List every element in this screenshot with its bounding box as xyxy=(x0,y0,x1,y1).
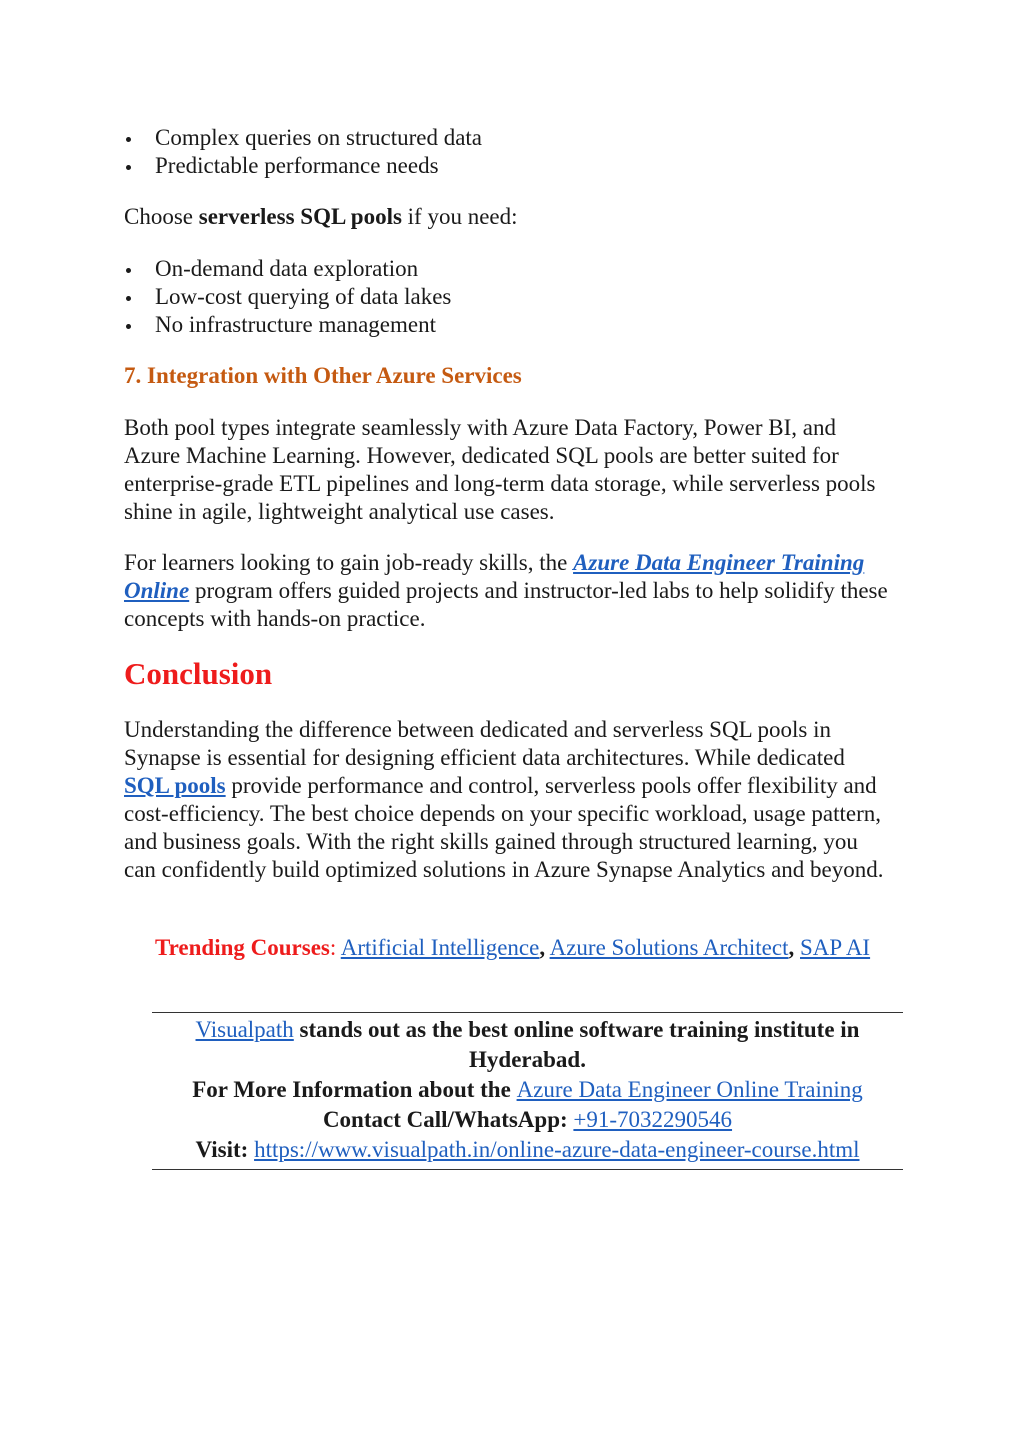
course-link-sap-ai[interactable]: SAP AI xyxy=(800,935,871,960)
list-item xyxy=(124,124,914,152)
contact-info-line xyxy=(152,1075,903,1105)
trending-label: Trending Courses xyxy=(155,935,330,960)
list-item-text: No infrastructure management xyxy=(155,312,436,337)
azure-training-link[interactable]: Azure Data Engineer Training Online xyxy=(124,550,865,603)
intro-prefix: Choose xyxy=(124,204,199,229)
bullet-icon xyxy=(126,324,131,329)
course-link-ai[interactable]: Artificial Intelligence xyxy=(340,935,540,960)
tagline-text: stands out as the best online software training institute in Hyderabad. xyxy=(293,1017,860,1072)
trending-colon: : xyxy=(329,935,337,960)
list-item xyxy=(124,255,914,283)
conclusion-part2: provide performance and control, serverless pools offer flexibility and cost-efficiency. The best choice depends on your specific workload, usage pattern, and business goals. With the right skills gained through structured learning, you can confidently build optimized solutions in Azure Synapse Analytics and beyond. xyxy=(124,773,884,882)
bullet-icon xyxy=(126,296,131,301)
contact-visit-line xyxy=(152,1135,903,1165)
requirements-list-serverless xyxy=(124,255,914,339)
learners-suffix: program offers guided projects and instructor-led labs to help solidify these concepts with hands-on practice. xyxy=(124,578,888,631)
integration-paragraph: Both pool types integrate seamlessly with Azure Data Factory, Power BI, and Azure Machine Learning. However, dedicated SQL pools are better suited for enterprise-grade ETL pipelines and long-term data storage, while serverless pools shine in agile, lightweight analytical use cases. xyxy=(124,415,876,524)
serverless-intro xyxy=(124,203,914,231)
conclusion-paragraph xyxy=(124,716,889,884)
contact-tagline xyxy=(152,1015,903,1075)
list-item xyxy=(124,311,914,339)
contact-phone-line xyxy=(152,1105,903,1135)
list-item-text: Predictable performance needs xyxy=(155,153,439,178)
intro-bold: serverless SQL pools xyxy=(198,204,402,229)
list-item-text: On-demand data exploration xyxy=(155,256,419,281)
azure-online-training-link[interactable]: Azure Data Engineer Online Training xyxy=(516,1077,863,1102)
sql-pools-link[interactable]: SQL pools xyxy=(124,773,226,798)
intro-suffix: if you need: xyxy=(401,204,518,229)
trending-courses xyxy=(155,934,890,962)
course-separator: , xyxy=(788,935,795,960)
conclusion-part1: Understanding the difference between dedicated and serverless SQL pools in Synapse is essential for designing efficient data architectures. While dedicated xyxy=(124,717,845,770)
section-heading: 7. Integration with Other Azure Services xyxy=(124,363,522,388)
visit-label: Visit: xyxy=(195,1137,255,1162)
phone-link[interactable]: +91-7032290546 xyxy=(573,1107,733,1132)
list-item-text: Complex queries on structured data xyxy=(155,125,483,150)
visualpath-link[interactable]: Visualpath xyxy=(195,1017,294,1042)
contact-box xyxy=(152,1012,903,1170)
bullet-icon xyxy=(126,268,131,273)
website-link[interactable]: https://www.visualpath.in/online-azure-data-engineer-course.html xyxy=(254,1137,860,1162)
list-item xyxy=(124,283,914,311)
list-item xyxy=(124,152,914,180)
course-separator: , xyxy=(539,935,546,960)
requirements-list-dedicated xyxy=(124,124,914,180)
call-label: Contact Call/WhatsApp: xyxy=(322,1107,574,1132)
page-title: Conclusion xyxy=(124,656,273,691)
bullet-icon xyxy=(126,137,131,142)
course-link-azure-architect[interactable]: Azure Solutions Architect xyxy=(549,935,789,960)
bullet-icon xyxy=(126,165,131,170)
info-label: For More Information about the xyxy=(192,1077,517,1102)
list-item-text: Low-cost querying of data lakes xyxy=(155,284,452,309)
learners-prefix: For learners looking to gain job-ready skills, the xyxy=(124,550,574,575)
learners-paragraph xyxy=(124,549,914,633)
